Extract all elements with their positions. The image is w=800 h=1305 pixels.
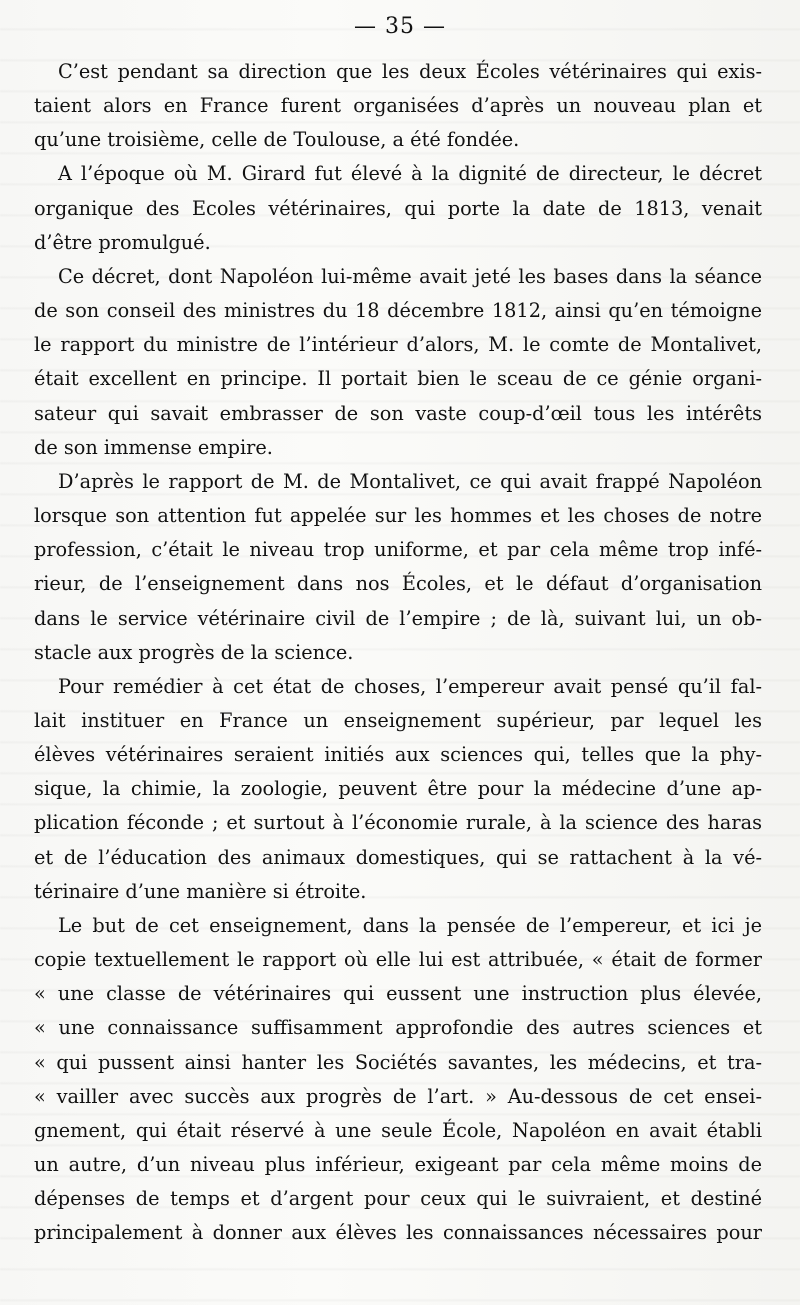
text-line: était excellent en principe. Il portait bien le sceau de ce génie organi- xyxy=(34,367,762,391)
text-line: D’après le rapport de M. de Montalivet, ce qui avait frappé Napoléon xyxy=(58,469,762,493)
text-line: copie textuellement le rapport où elle lui est attribuée, « était de former xyxy=(34,948,762,972)
text-line: Pour remédier à cet état de choses, l’empereur avait pensé qu’il fal- xyxy=(58,674,762,698)
text-line: rieur, de l’enseignement dans nos Écoles, et le défaut d’organisation xyxy=(34,572,762,596)
text-line: dépenses de temps et d’argent pour ceux qui le suivraient, et destiné xyxy=(34,1187,762,1211)
text-line: de son conseil des ministres du 18 décembre 1812, ainsi qu’en témoigne xyxy=(34,299,762,323)
text-line: lorsque son attention fut appelée sur les hommes et les choses de notre xyxy=(34,504,762,528)
text-line: un autre, d’un niveau plus inférieur, exigeant par cela même moins de xyxy=(34,1153,762,1176)
text-line: Ce décret, dont Napoléon lui-même avait jeté les bases dans la séance xyxy=(58,264,762,288)
text-line: plication féconde ; et surtout à l’économie rurale, à la science des haras xyxy=(34,811,762,835)
text-line: « vailler avec succès aux progrès de l’art. » Au-dessous de cet ensei- xyxy=(34,1084,762,1108)
text-line: lait instituer en France un enseignement supérieur, par lequel les xyxy=(34,708,762,732)
body-text xyxy=(34,55,762,1250)
text-line: d’être promulgué. xyxy=(34,230,211,254)
text-line: A l’époque où M. Girard fut élevé à la dignité de directeur, le décret xyxy=(58,162,762,186)
text-line: profession, c’était le niveau trop uniforme, et par cela même trop infé- xyxy=(34,538,762,562)
text-line: élèves vétérinaires seraient initiés aux sciences qui, telles que la phy- xyxy=(34,743,762,767)
page-number: — 35 — xyxy=(354,14,446,39)
text-line: stacle aux progrès de la science. xyxy=(34,640,354,664)
text-line: gnement, qui était réservé à une seule École, Napoléon en avait établi xyxy=(34,1118,762,1142)
text-line: le rapport du ministre de l’intérieur d’alors, M. le comte de Montalivet, xyxy=(34,333,762,357)
text-line: Le but de cet enseignement, dans la pensée de l’empereur, et ici je xyxy=(58,913,762,937)
text-line: taient alors en France furent organisées d’après un nouveau plan et xyxy=(34,94,762,118)
text-line: et de l’éducation des animaux domestiques, qui se rattachent à la vé- xyxy=(34,845,762,869)
text-line: « une classe de vétérinaires qui eussent une instruction plus élevée, xyxy=(34,982,762,1006)
text-line: sique, la chimie, la zoologie, peuvent être pour la médecine d’une ap- xyxy=(34,777,762,801)
text-line: térinaire d’une manière si étroite. xyxy=(34,879,367,903)
text-line: sateur qui savait embrasser de son vaste coup-d’œil tous les intérêts xyxy=(34,401,762,425)
text-line: organique des Ecoles vétérinaires, qui porte la date de 1813, venait xyxy=(34,196,762,220)
text-line: de son immense empire. xyxy=(34,435,273,459)
text-line: principalement à donner aux élèves les connaissances nécessaires pour xyxy=(34,1221,762,1245)
text-line: qu’une troisième, celle de Toulouse, a été fondée. xyxy=(34,128,520,152)
text-line: « qui pussent ainsi hanter les Sociétés savantes, les médecins, et tra- xyxy=(34,1050,762,1074)
text-line: dans le service vétérinaire civil de l’empire ; de là, suivant lui, un ob- xyxy=(34,606,762,630)
text-line: C’est pendant sa direction que les deux Écoles vétérinaires qui exis- xyxy=(58,60,762,83)
text-line: « une connaissance suffisamment approfondie des autres sciences et xyxy=(34,1016,762,1040)
